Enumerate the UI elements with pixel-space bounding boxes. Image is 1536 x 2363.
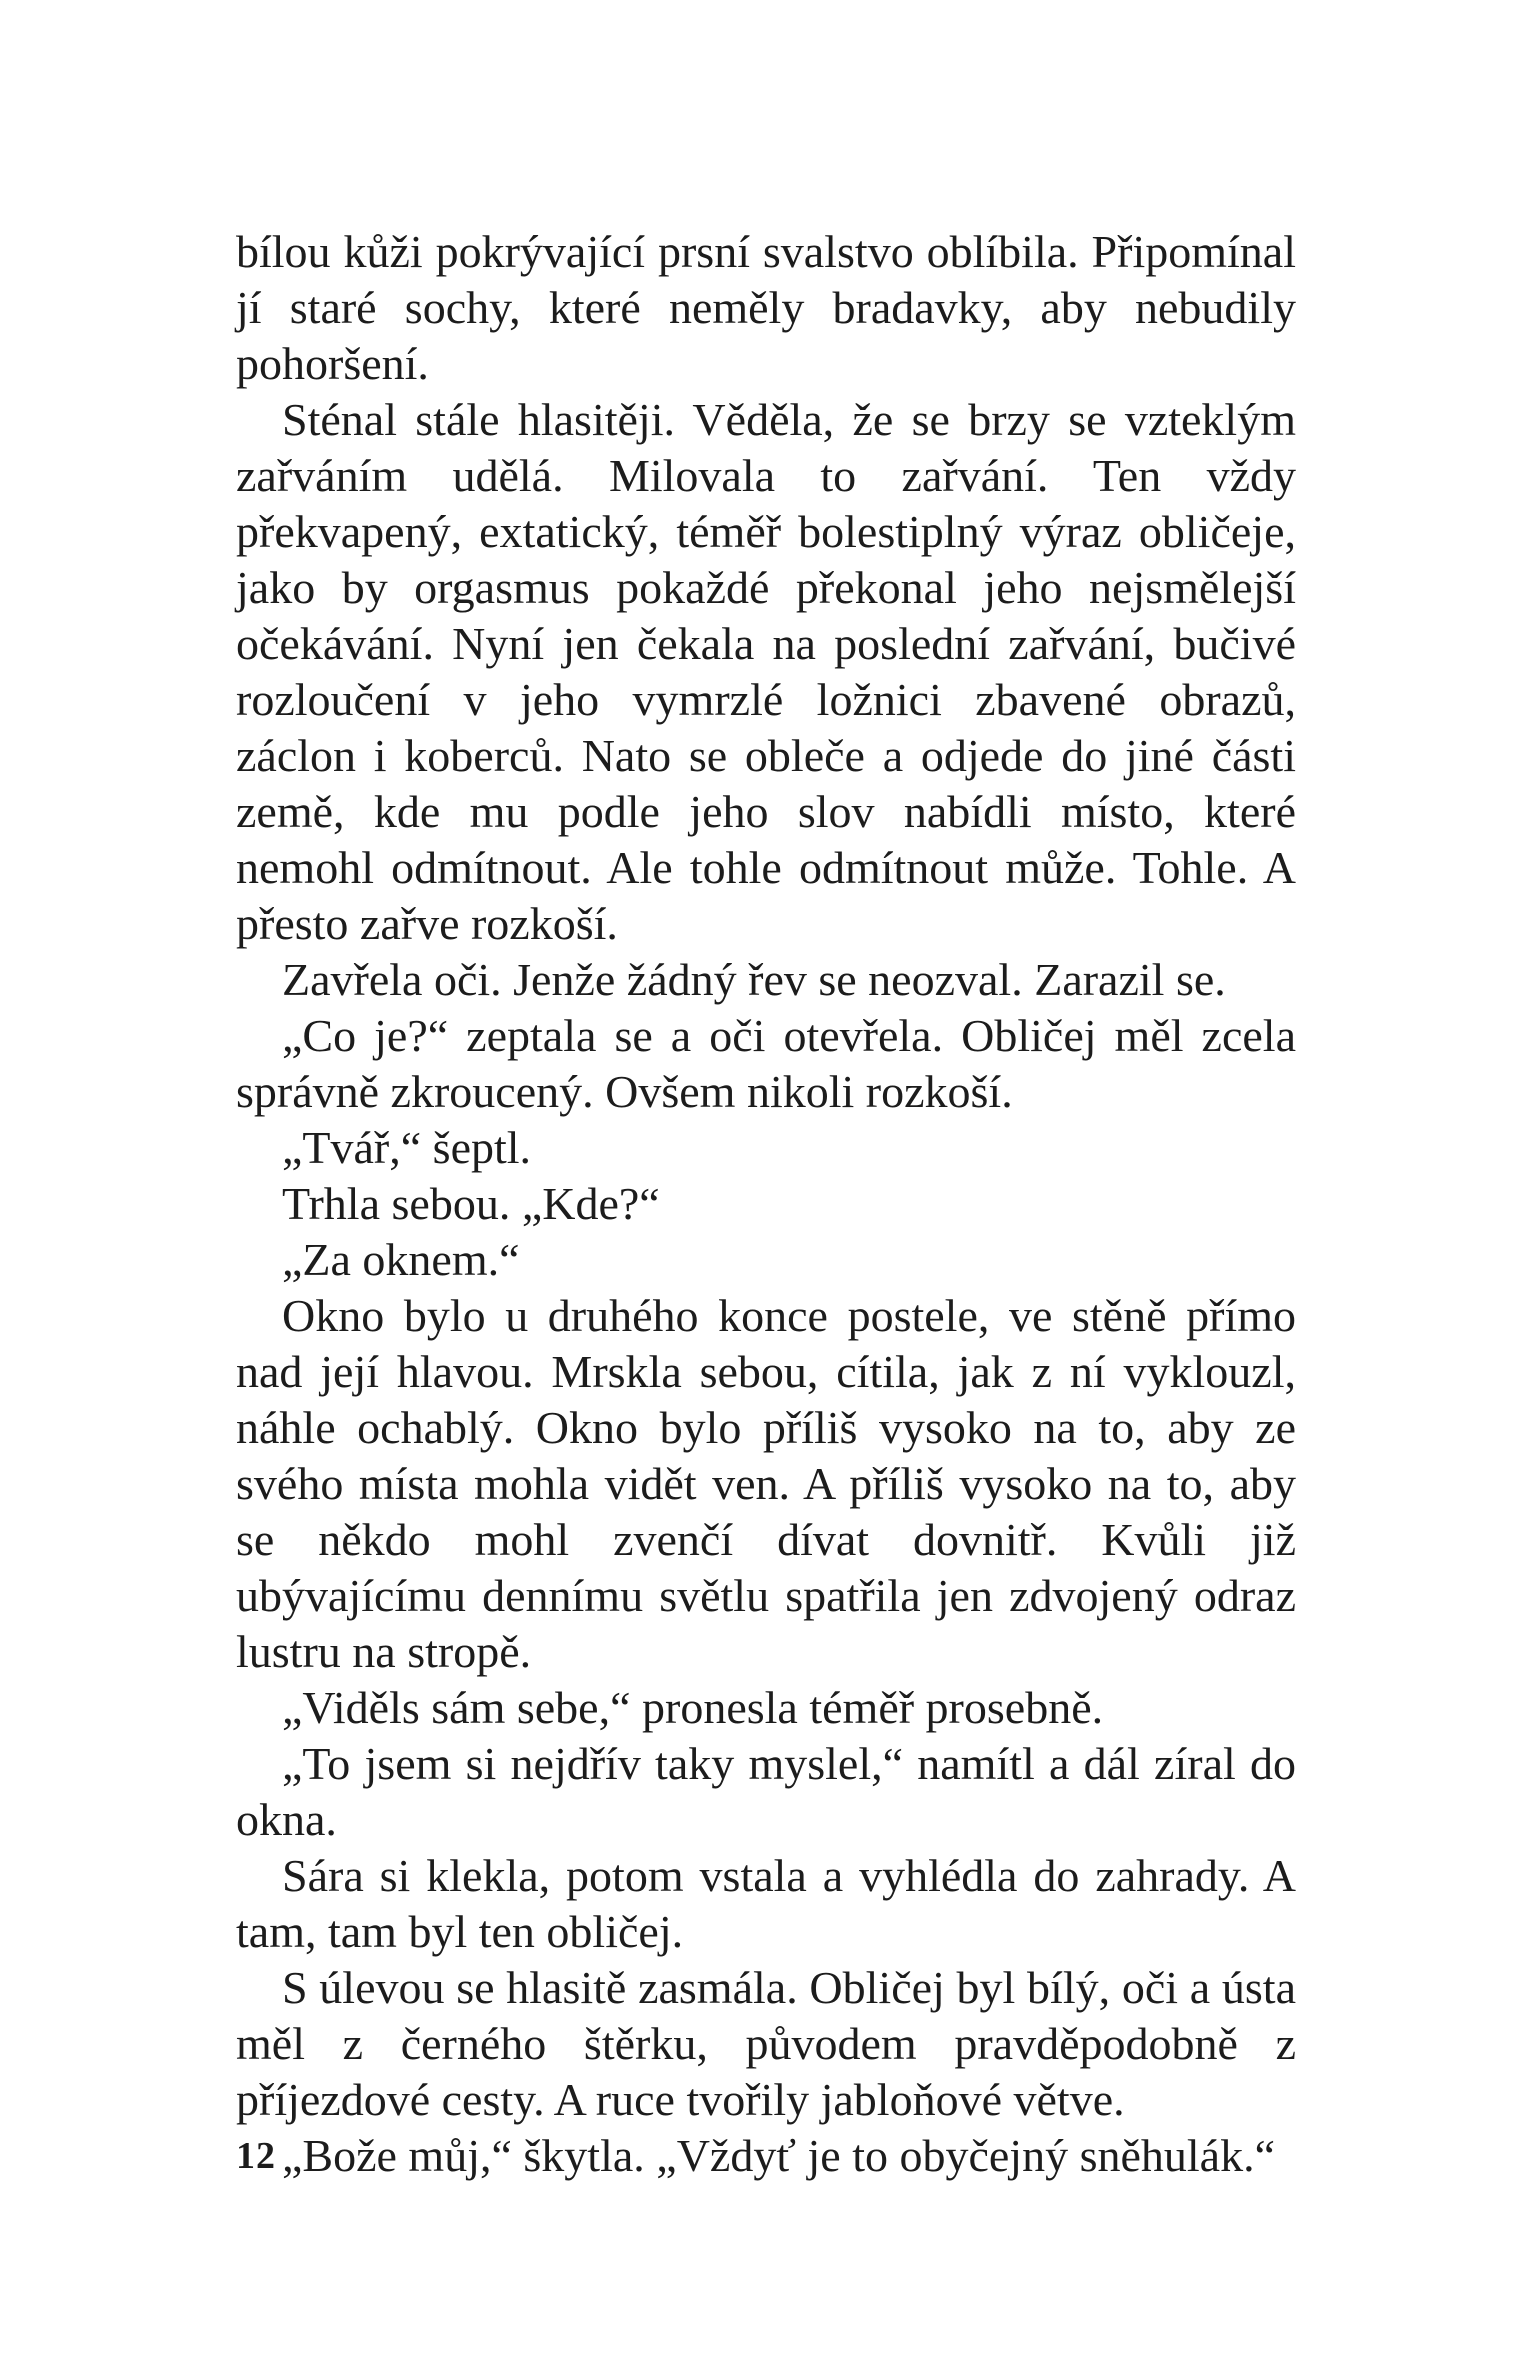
- paragraph: „Tvář,“ šeptl.: [282, 1122, 532, 1173]
- paragraph: „Za oknem.“: [282, 1234, 520, 1285]
- paragraph: Okno bylo u druhého konce postele, ve stěně přímo nad její hlavou. Mrskla sebou, cítila, jak z ní vyklouzl, náhle ochablý. Okno bylo příliš vysoko na to, aby ze svého místa mohla vidět ven. A příliš vysoko na to, aby se někdo mohl zvenčí dívat dovnitř. Kvůli již ubývajícímu dennímu světlu spatřila jen zdvojený odraz lustru na stropě.: [236, 1290, 1296, 1677]
- page-number: 12: [236, 2135, 276, 2177]
- paragraph: Sténal stále hlasitěji. Věděla, že se brzy se vzteklým zařváním udělá. Milovala to zařvání. Ten vždy překvapený, extatický, téměř bolestiplný výraz obličeje, jako by orgasmus pokaždé překonal jeho nejsmělejší očekávání. Nyní jen čekala na poslední zařvání, bučivé rozloučení v jeho vymrzlé ložnici zbavené obrazů, záclon i koberců. Nato se obleče a odjede do jiné části země, kde mu podle jeho slov nabídli místo, které nemohl odmítnout. Ale tohle odmítnout může. Tohle. A přesto zařve rozkoší.: [236, 394, 1296, 949]
- paragraph: Trhla sebou. „Kde?“: [282, 1178, 660, 1229]
- paragraph: „Co je?“ zeptala se a oči otevřela. Obličej měl zcela správně zkroucený. Ovšem nikoli rozkoší.: [236, 1010, 1296, 1117]
- paragraph: „To jsem si nejdřív taky myslel,“ namítl a dál zíral do okna.: [236, 1738, 1296, 1845]
- paragraph: Sára si klekla, potom vstala a vyhlédla do zahrady. A tam, tam byl ten obličej.: [236, 1850, 1296, 1957]
- paragraph: S úlevou se hlasitě zasmála. Obličej byl bílý, oči a ústa měl z černého štěrku, původem pravděpodobně z příjezdové cesty. A ruce tvořily jabloňové větve.: [236, 1962, 1296, 2125]
- page-body: [236, 224, 1296, 2184]
- paragraph: „Viděls sám sebe,“ pronesla téměř prosebně.: [282, 1682, 1104, 1733]
- paragraph-continuation: bílou kůži pokrývající prsní svalstvo oblíbila. Připomínal jí staré sochy, které neměly bradavky, aby nebudily pohoršení.: [236, 226, 1296, 389]
- paragraph: „Bože můj,“ škytla. „Vždyť je to obyčejný sněhulák.“: [282, 2130, 1276, 2181]
- paragraph: Zavřela oči. Jenže žádný řev se neozval. Zarazil se.: [282, 954, 1226, 1005]
